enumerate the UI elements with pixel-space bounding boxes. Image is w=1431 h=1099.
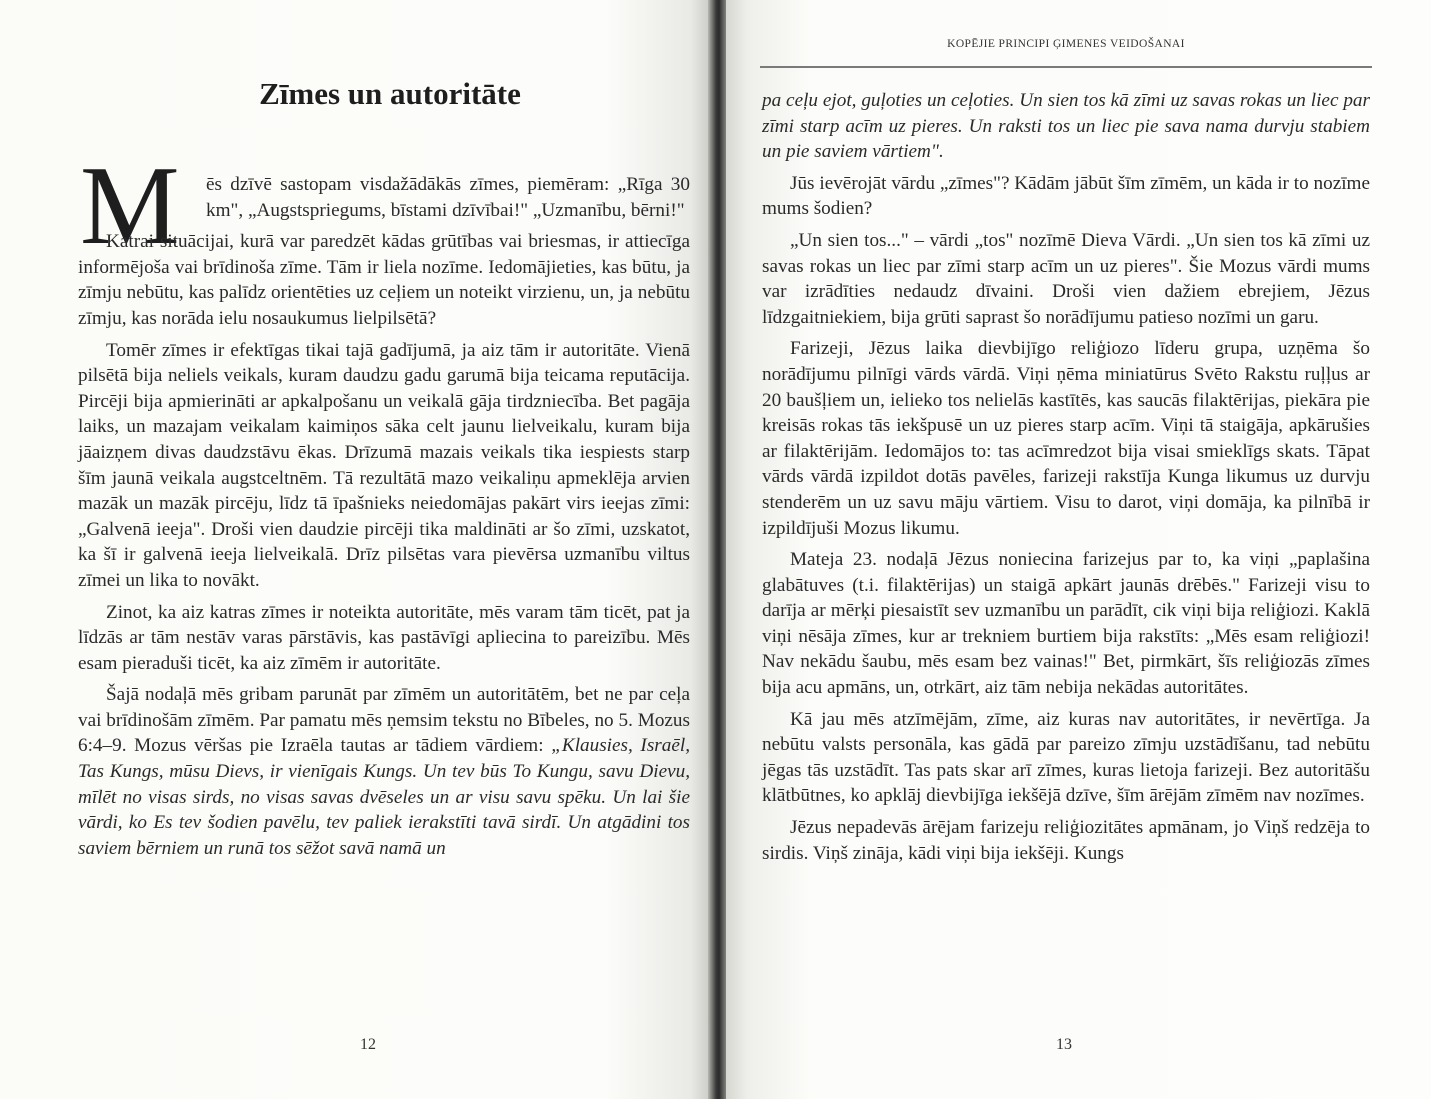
running-head: KOPĒJIE PRINCIPI ĢIMENES VEIDOŠANAI [947,38,1185,50]
chapter-title: Zīmes un autoritāte [259,76,521,111]
paragraph: Mateja 23. nodaļā Jēzus noniecina farizejus par to, ka viņi „paplašina glabātuves (t.i. filaktērijas) un staigā apkārt jaunās drēbēs." Farizeji visu to darīja ar mērķi piesaistīt sev uzmanību un parādīt, cik viņi bija reliģiozi. Kaklā viņi nēsāja zīmes, kur ar trekniem burtiem bija rakstīts: „Mēs esam reliģiozi! Nav nekādu šaubu, mēs esam bez vainas!" Bet, pirmkārt, šīs reliģiozās zīmes bija acu apmāns, un, otrkārt, aiz tām nebija nekādas autoritātes. [762,549,1370,699]
bible-quote [762,88,1370,165]
paragraph: ēs dzīvē sastopam visdažādākās zīmes, piemēram: „Rīga 30 km", „Augstspriegums, bīstami dzīvībai!" „Uzmanību, bērni!" [206,174,690,221]
left-page [0,0,712,1099]
paragraph: Farizeji, Jēzus laika dievbijīgo reliģiozo līderu grupa, uzņēma šo norādījumu pilnīgi vārds vārdā. Viņi ņēma miniatūrus Svēto Rakstu ruļļus ar 20 baušļiem un, ielieko tos nelielās kastītēs, kas saucās filaktērijas, piekāra pie kreisās rokas tās iekšpusē un uz pieres starp acīm. Viņi tā staigāja, apkārušies ar filaktērijām. Iedomājos to: tas acīmredzot bija visai smieklīgs skats. Tāpat vārds vārdā izpildot dotās pavēles, farizeji rakstīja Kunga likumus uz durvju stenderēm un uz savu māju vārtiem. Visu to darot, viņi domāja, ka pilnībā ir izpildījuši Mozus likumu. [762,338,1370,539]
paragraph: Jēzus nepadevās ārējam farizeju reliģiozitātes apmānam, jo Viņš redzēja to sirdis. Viņš zināja, kādi viņi bija iekšēji. Kungs [762,817,1370,864]
right-page [726,0,1431,1099]
left-page-body [78,172,690,867]
page-number: 12 [360,1036,376,1053]
right-page-body [762,88,1370,872]
paragraph: Katrai situācijai, kurā var paredzēt kādas grūtības vai briesmas, ir attiecīga informējoša vai brīdinoša zīme. Tām ir liela nozīme. Iedomājieties, kas būtu, ja zīmju nebūtu, kas palīdz orientēties uz ceļiem un noteikt virzienu, un, ja nebūtu zīmju, kas norāda ielu nosaukumus lielpilsētā? [78,231,690,329]
paragraph: „Un sien tos..." – vārdi „tos" nozīmē Dieva Vārdi. „Un sien tos kā zīmi uz savas rokas un liec par zīmi starp acīm un uz pieres". Šie Mozus vārdi mums var izrādīties nedaudz dīvaini. Droši vien dažiem ebrejiem, Jēzus līdzgaitniekiem, bija grūti saprast šo norādījumu patieso nozīmi un garu. [762,229,1370,328]
bible-quote-text: pa ceļu ejot, guļoties un ceļoties. Un sien tos kā zīmi uz savas rokas un liec par zīmi starp acīm uz pieres. Un raksti tos un liec pie sava nama durvju stabiem un pie saviem vārtiem". [762,90,1370,163]
paragraph-text: Šajā nodaļā mēs gribam parunāt par zīmēm un autoritātēm, bet ne par ceļa vai brīdinošām zīmēm. Par pamatu mēs ņemsim tekstu no Bībeles, no 5. Mozus 6:4–9. Mozus vēršas pie Izraēla tautas ar tādiem vārdiem: [78,684,690,757]
header-rule [760,66,1372,68]
paragraph [78,682,690,861]
paragraph: Kā jau mēs atzīmējām, zīme, aiz kuras nav autoritātes, ir nevērtīga. Ja nebūtu valsts personāla, kas gādā par pareizo zīmju uzstādīšanu, tad nebūtu jēgas tās uzstādīt. Tas pats skar arī zīmes, kuras lietoja farizeji. Bez autoritāšu klātbūtnes, ko apklāj dievbijīga iekšējā dzīve, šīm ārējām zīmēm nav nozīmes. [762,708,1370,807]
bible-quote: „Klausies, Israēl, Tas Kungs, mūsu Dievs, ir vienīgais Kungs. Un tev būs To Kungu, savu Dievu, mīlēt no visas sirds, no visas savas dvēseles un ar visu savu spēku. Un lai šie vārdi, ko Es tev šodien pavēlu, tev paliek ierakstīti tavā sirdī. Un atgādini tos saviem bērniem un runā tos sēžot savā namā un [78,735,690,859]
paragraph: Jūs ievērojāt vārdu „zīmes"? Kādām jābūt šīm zīmēm, un kāda ir to nozīme mums šodien? [762,172,1370,220]
paragraph: Zinot, ka aiz katras zīmes ir noteikta autoritāte, mēs varam tām ticēt, pat ja līdzās ar tām nestāv varas pārstāvis, kas pastāvīgi apliecina to pareizību. Mēs esam pieraduši ticēt, ka aiz zīmēm ir autoritāte. [78,601,690,674]
drop-cap: M [80,144,180,268]
page-number: 13 [1056,1036,1072,1053]
paragraph: Tomēr zīmes ir efektīgas tikai tajā gadījumā, ja aiz tām ir autoritāte. Vienā pilsētā bija neliels veikals, kuram daudzu gadu garumā bija teicama reputācija. Pircēji bija apmierināti ar apkalpošanu un veikalā gāja tirdzniecība. Bet pagāja laiks, un mazajam veikalam kaimiņos sāka celt jaunu lielveikalu, kuram bija jāaizņem divas daudzstāvu ēkas. Drīzumā mazais veikals tika iespiests starp šīm jaunā veikala augstceltnēm. Tā rezultātā mazo veikaliņu apmeklēja arvien mazāk un mazāk pircēju, līdz tā īpašnieks neiedomājas pakārt virs ieejas zīmi: „Galvenā ieeja". Droši vien daudzie pircēji tika maldināti ar šo zīmi, uzskatot, ka šī ir galvenā ieeja lielveikalā. Drīz pilsētas vara pievērsa uzmanību viltus zīmei un lika to novākt. [78,339,690,591]
book-spine [708,0,728,1099]
